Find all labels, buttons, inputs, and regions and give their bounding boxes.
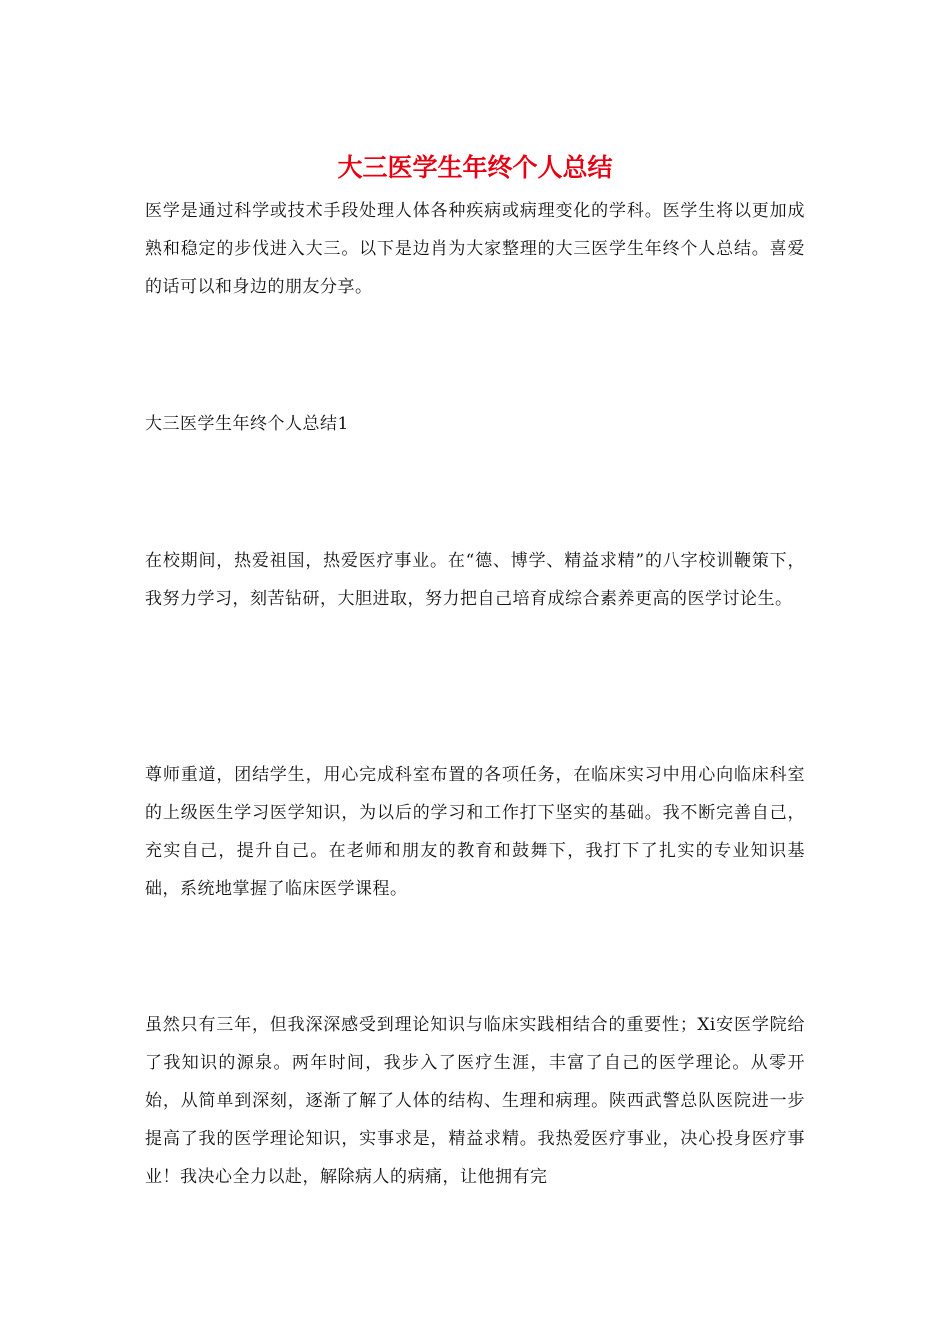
section-heading: 大三医学生年终个人总结1: [145, 414, 349, 434]
body-paragraph: 尊师重道，团结学生，用心完成科室布置的各项任务，在临床实习中用心向临床科室的上级医生学习医学知识，为以后的学习和工作打下坚实的基础。我不断完善自己，充实自己，提升自己。在老师和朋友的教育和鼓舞下，我打下了扎实的专业知识基础，系统地掌握了临床医学课程。: [145, 765, 805, 899]
intro-paragraph: 医学是通过科学或技术手段处理人体各种疾病或病理变化的学科。医学生将以更加成熟和稳定的步伐进入大三。以下是边肖为大家整理的大三医学生年终个人总结。喜爱的话可以和身边的朋友分享。: [145, 201, 805, 297]
document-title: 大三医学生年终个人总结: [337, 153, 613, 182]
body-paragraph: 虽然只有三年，但我深深感受到理论知识与临床实践相结合的重要性；Xi安医学院给了我知识的源泉。两年时间，我步入了医疗生涯，丰富了自己的医学理论。从零开始，从简单到深刻，逐渐了解了人体的结构、生理和病理。陕西武警总队医院进一步提高了我的医学理论知识，实事求是，精益求精。我热爱医疗事业，决心投身医疗事业！我决心全力以赴，解除病人的病痛，让他拥有完: [145, 1015, 805, 1187]
body-paragraph: 在校期间，热爱祖国，热爱医疗事业。在“德、博学、精益求精”的八字校训鞭策下，我努力学习，刻苦钻研，大胆进取，努力把自己培育成综合素养更高的医学讨论生。: [145, 551, 805, 609]
